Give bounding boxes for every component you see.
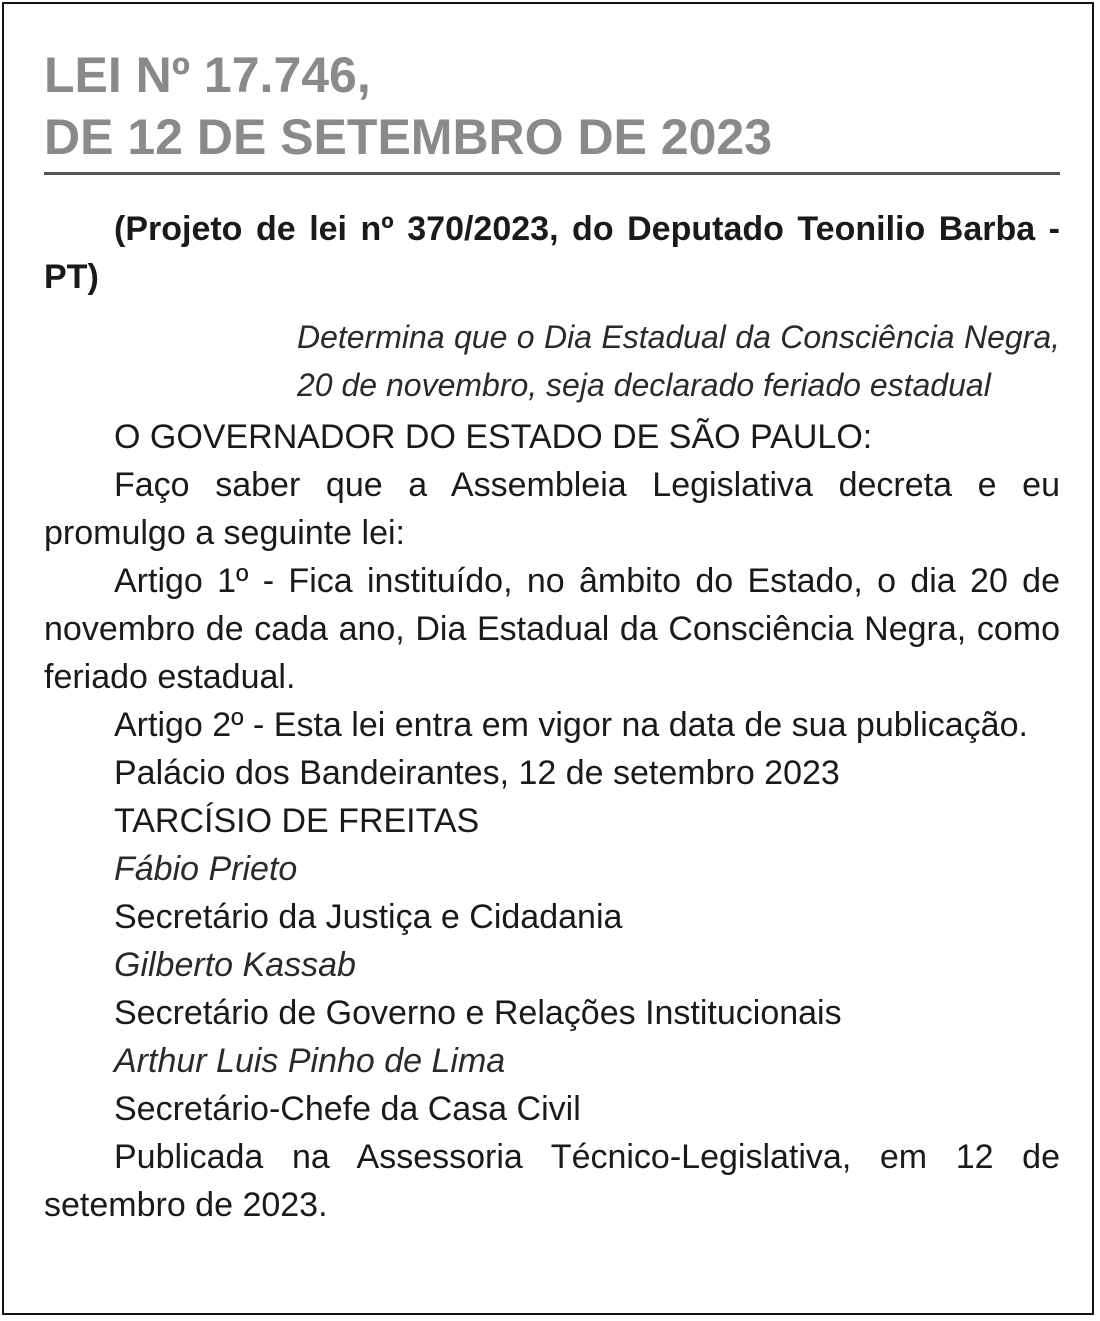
secretary-title-justice: Secretário da Justiça e Cidadania: [114, 898, 623, 936]
secretary-name-government: Gilberto Kassab: [114, 946, 356, 984]
publication-note: Publicada na Assessoria Técnico-Legislativa, em 12 de setembro de 2023.: [44, 1138, 1060, 1224]
governor-heading: O GOVERNADOR DO ESTADO DE SÃO PAULO:: [114, 418, 873, 456]
bill-origin: (Projeto de lei nº 370/2023, do Deputado Teonilio Barba - PT): [44, 210, 1060, 296]
secretary-title-civil-house: Secretário-Chefe da Casa Civil: [114, 1090, 581, 1128]
secretary-name-justice: Fábio Prieto: [114, 850, 298, 888]
governor-name: TARCÍSIO DE FREITAS: [114, 802, 480, 840]
document-frame: [2, 2, 1094, 1315]
article-2: Artigo 2º - Esta lei entra em vigor na data de sua publicação.: [114, 706, 1028, 744]
place-and-date: Palácio dos Bandeirantes, 12 de setembro 2023: [114, 754, 840, 792]
promulgation-clause: Faço saber que a Assembleia Legislativa decreta e eu promulgo a seguinte lei:: [44, 466, 1060, 552]
law-title-date: DE 12 DE SETEMBRO DE 2023: [44, 109, 773, 165]
law-summary: Determina que o Dia Estadual da Consciência Negra, 20 de novembro, seja declarado feriado estadual: [297, 319, 1060, 403]
law-title-number: LEI Nº 17.746,: [44, 47, 371, 103]
secretary-name-civil-house: Arthur Luis Pinho de Lima: [114, 1042, 506, 1080]
law-title: [44, 44, 1060, 175]
article-1: Artigo 1º - Fica instituído, no âmbito do Estado, o dia 20 de novembro de cada ano, Dia Estadual da Consciência Negra, como feriado estadual.: [44, 562, 1060, 696]
document-content: [44, 44, 1060, 1229]
secretary-title-government: Secretário de Governo e Relações Institucionais: [114, 994, 842, 1032]
